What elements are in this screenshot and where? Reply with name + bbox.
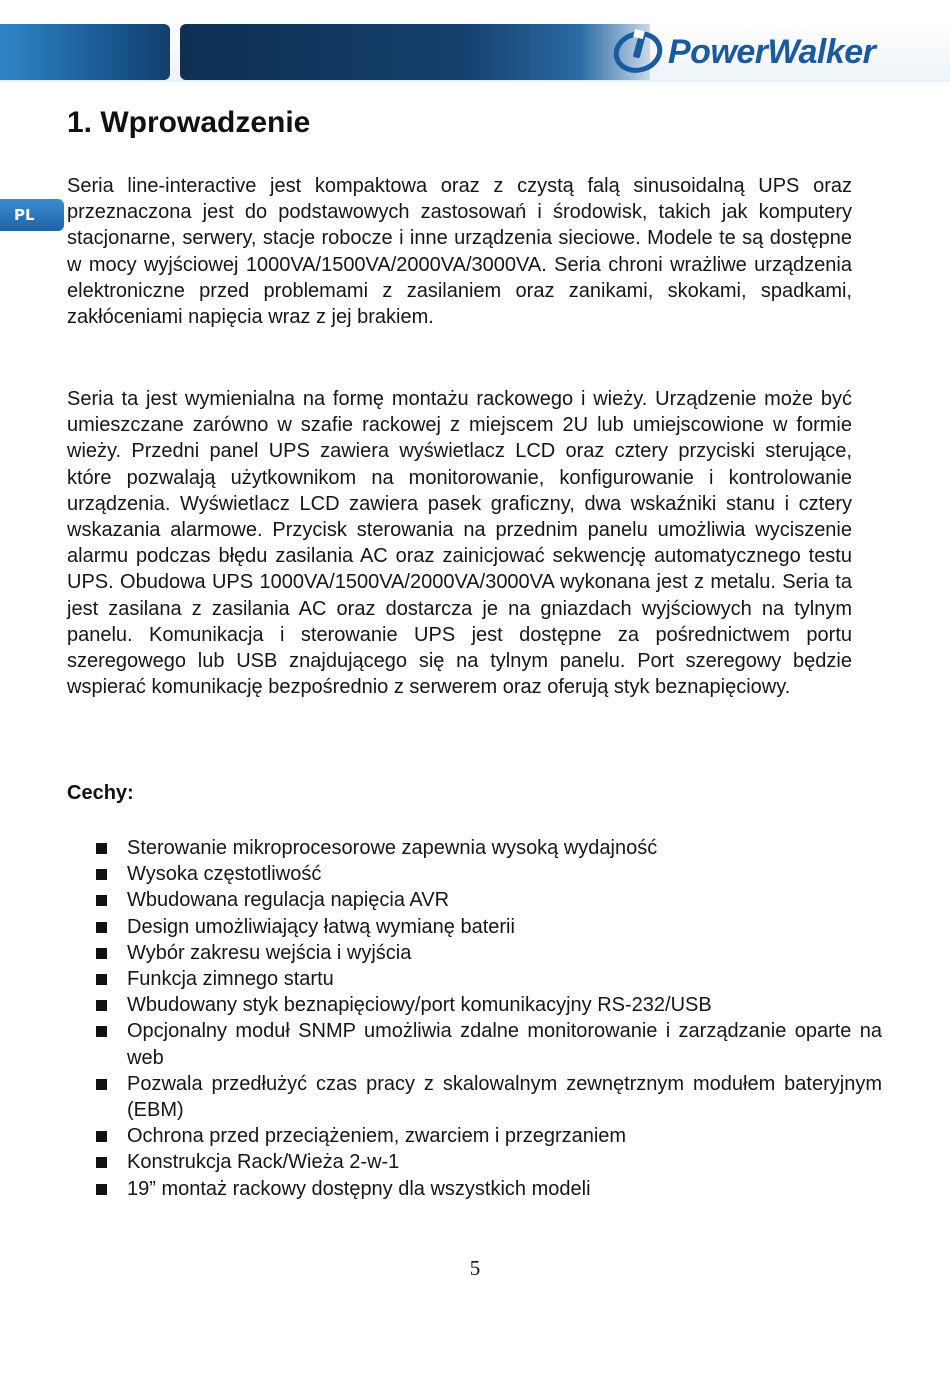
feature-text: Design umożliwiający łatwą wymianę baterii <box>127 915 515 938</box>
feature-text: Konstrukcja Rack/Wieża 2-w-1 <box>127 1151 400 1174</box>
square-bullet-icon <box>96 974 107 985</box>
list-item <box>94 1018 882 1070</box>
feature-text: Wbudowany styk beznapięciowy/port komunikacyjny RS-232/USB <box>127 994 712 1017</box>
square-bullet-icon <box>96 1000 107 1011</box>
feature-text: 19” montaż rackowy dostępny dla wszystkich modeli <box>127 1177 591 1200</box>
page-header <box>0 20 950 82</box>
feature-text: Wybór zakresu wejścia i wyjścia <box>127 941 412 964</box>
square-bullet-icon <box>96 922 107 933</box>
list-item <box>94 861 882 887</box>
language-tab: PL <box>0 199 64 231</box>
square-bullet-icon <box>96 1026 107 1037</box>
square-bullet-icon <box>96 1131 107 1142</box>
square-bullet-icon <box>96 869 107 880</box>
feature-text: Sterowanie mikroprocesorowe zapewnia wysoką wydajność <box>127 837 658 859</box>
feature-text: Funkcja zimnego startu <box>127 968 334 991</box>
square-bullet-icon <box>96 843 107 854</box>
powerwalker-logo <box>612 26 942 78</box>
list-item <box>94 835 882 861</box>
list-item <box>94 1123 882 1149</box>
page-number: 5 <box>469 1256 481 1280</box>
list-item <box>94 966 882 992</box>
list-item <box>94 1176 882 1202</box>
header-bar-center <box>180 24 650 80</box>
list-item <box>94 1149 882 1175</box>
square-bullet-icon <box>96 1079 107 1090</box>
section-title: 1. Wprowadzenie <box>67 106 311 139</box>
list-item <box>94 992 882 1018</box>
intro-paragraph-2: Seria ta jest wymienialna na formę montażu rackowego i wieży. Urządzenie może być umieszczane zarówno w szafie rackowej z miejscem 2U lub umiejscowione w formie wieży. Przedni panel UPS zawiera wyświetlacz LCD oraz cztery przyciski sterujące, które pozwalają użytkownikom na monitorowanie, konfigurowanie i kontrolowanie urządzenia. Wyświetlacz LCD zawiera pasek graficzny, dwa wskaźniki stanu i cztery wskazania alarmowe. Przycisk sterowania na przednim panelu umożliwia wyciszenie alarmu podczas błędu zasilania AC oraz zainicjować sekwencję automatycznego testu UPS. Obudowa UPS 1000VA/1500VA/2000VA/3000VA wykonana jest z metalu. Seria ta jest zasilana z zasilania AC oraz dostarcza je na gniazdach wyjściowych na tylnym panelu. Komunikacja i sterowanie UPS jest dostępne za pośrednictwem portu szeregowego lub USB znajdującego się na tylnym panelu. Port szeregowy będzie wspierać komunikację bezpośrednio z serwerem oraz oferują styk beznapięciowy. <box>67 388 852 699</box>
square-bullet-icon <box>96 895 107 906</box>
features-list <box>94 835 882 1202</box>
list-item <box>94 1071 882 1123</box>
features-heading: Cechy: <box>67 782 134 804</box>
power-symbol-icon <box>612 28 664 76</box>
brand-name: PowerWalker <box>668 32 876 71</box>
feature-text: Opcjonalny moduł SNMP umożliwia zdalne monitorowanie i zarządzanie oparte na web <box>127 1020 882 1069</box>
feature-text: Wysoka częstotliwość <box>127 863 322 886</box>
square-bullet-icon <box>96 948 107 959</box>
list-item <box>94 940 882 966</box>
square-bullet-icon <box>96 1157 107 1168</box>
header-bar-left <box>0 24 170 80</box>
intro-paragraph-1: Seria line-interactive jest kompaktowa oraz z czystą falą sinusoidalną UPS oraz przeznaczona jest do podstawowych zastosowań i środowisk, takich jak komputery stacjonarne, serwery, stacje robocze i inne urządzenia sieciowe. Modele te są dostępne w mocy wyjściowej 1000VA/1500VA/2000VA/3000VA. Seria chroni wrażliwe urządzenia elektroniczne przed problemami z zasilaniem oraz zanikami, skokami, spadkami, zakłóceniami napięcia wraz z jej brakiem. <box>67 175 852 329</box>
square-bullet-icon <box>96 1184 107 1195</box>
list-item <box>94 914 882 940</box>
feature-text: Wbudowana regulacja napięcia AVR <box>127 889 450 912</box>
feature-text: Ochrona przed przeciążeniem, zwarciem i przegrzaniem <box>127 1125 627 1148</box>
list-item <box>94 887 882 913</box>
feature-text: Pozwala przedłużyć czas pracy z skalowalnym zewnętrznym modułem bateryjnym (EBM) <box>127 1072 882 1122</box>
